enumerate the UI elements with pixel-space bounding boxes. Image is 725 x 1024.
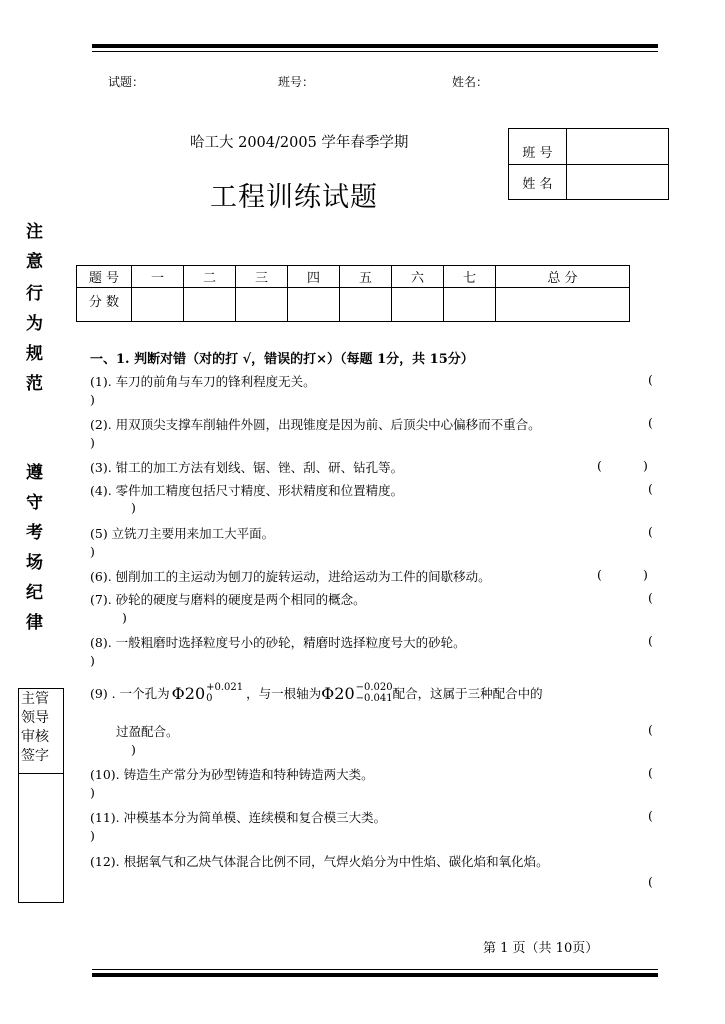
score-header-cell: 七 <box>444 266 496 288</box>
question-10: (10). 铸造生产常分为砂型铸造和特种铸造两大类。 <box>90 767 374 782</box>
name-label: 姓名： <box>452 75 489 89</box>
answer-open-paren[interactable]: ( <box>648 765 653 780</box>
answer-open-paren[interactable]: ( <box>648 372 653 387</box>
page-title: 工程训练试题 <box>210 182 378 213</box>
side-char: 规 <box>26 344 43 364</box>
score-cell[interactable] <box>392 288 444 322</box>
answer-close-paren: ) <box>643 458 648 473</box>
answer-open-paren[interactable]: ( <box>648 590 653 605</box>
answer-open-paren[interactable]: ( <box>648 874 653 889</box>
side-char: 为 <box>26 314 43 334</box>
answer-close-paren: ) <box>131 742 136 757</box>
question-9-suffix: 配合，这属于三种配合中的 <box>392 686 543 701</box>
answer-close-paren: ) <box>131 500 136 515</box>
side-char: 守 <box>26 493 43 513</box>
answer-open-paren[interactable]: ( <box>648 524 653 539</box>
question-11: (11). 冲模基本分为简单模、连续模和复合模三大类。 <box>90 810 387 825</box>
answer-open-paren[interactable]: ( <box>648 415 653 430</box>
question-7: (7). 砂轮的硬度与磨料的硬度是两个相同的概念。 <box>90 592 366 607</box>
hole-upper-deviation: +0.021 <box>206 682 244 693</box>
approval-text <box>19 689 63 766</box>
question-9 <box>90 682 543 704</box>
answer-open-paren[interactable]: ( <box>597 458 602 473</box>
question-6: (6). 刨削加工的主运动为刨刀的旋转运动，进给运动为工件的间歇移动。 <box>90 569 491 584</box>
approval-line: 领导 <box>21 710 49 726</box>
score-cell[interactable] <box>288 288 340 322</box>
answer-close-paren: ) <box>122 610 127 625</box>
answer-close-paren: ) <box>90 392 95 407</box>
shaft-base: Φ20 <box>321 683 355 703</box>
side-char: 意 <box>26 252 43 272</box>
score-header-cell: 一 <box>132 266 184 288</box>
side-char: 行 <box>26 284 43 304</box>
score-cell[interactable] <box>236 288 288 322</box>
question-3: (3). 钳工的加工方法有划线、锯、锉、刮、研、钻孔等。 <box>90 460 404 475</box>
bottom-rule-thin <box>92 969 658 970</box>
score-cell[interactable] <box>184 288 236 322</box>
score-cell[interactable] <box>132 288 184 322</box>
score-header-cell: 二 <box>184 266 236 288</box>
question-1: (1). 车刀的前角与车刀的锋利程度无关。 <box>90 374 316 389</box>
side-char: 遵 <box>26 463 43 483</box>
score-row-label: 分 数 <box>77 288 132 322</box>
approval-divider <box>19 773 63 774</box>
question-8: (8). 一般粗磨时选择粒度号小的砂轮，精磨时选择粒度号大的砂轮。 <box>90 635 466 650</box>
page-number: 第 1 页（共 10页） <box>483 941 599 956</box>
answer-open-paren[interactable]: ( <box>648 808 653 823</box>
side-char: 注 <box>26 222 43 242</box>
score-header-cell: 四 <box>288 266 340 288</box>
top-rule-thin <box>92 51 658 52</box>
score-total-cell[interactable] <box>496 288 630 322</box>
question-5: (5) 立铣刀主要用来加工大平面。 <box>90 526 275 541</box>
answer-close-paren: ) <box>643 567 648 582</box>
answer-close-paren: ) <box>90 785 95 800</box>
question-9-middle: ，与一根轴为 <box>246 686 322 701</box>
side-char: 纪 <box>26 583 43 603</box>
score-cell[interactable] <box>340 288 392 322</box>
side-char: 律 <box>26 613 43 633</box>
university-term: 哈工大 2004/2005 学年春季学期 <box>190 135 409 151</box>
side-char: 范 <box>26 374 43 394</box>
answer-close-paren: ) <box>90 653 95 668</box>
hole-lower-deviation: 0 <box>206 693 213 704</box>
answer-open-paren[interactable]: ( <box>597 567 602 582</box>
shaft-upper-deviation: −0.020 <box>355 682 393 693</box>
question-4: (4). 零件加工精度包括尺寸精度、形状精度和位置精度。 <box>90 483 404 498</box>
approval-box <box>18 688 64 903</box>
shaft-lower-deviation: −0.041 <box>355 693 393 704</box>
id-box-name-field[interactable] <box>567 165 669 200</box>
question-9-prefix: (9) . 一个孔为 <box>90 686 170 701</box>
score-header-cell: 六 <box>392 266 444 288</box>
question-12: (12). 根据氧气和乙炔气体混合比例不同，气焊火焰分为中性焰、碳化焰和氧化焰。 <box>90 854 549 869</box>
hole-base: Φ20 <box>171 683 206 703</box>
answer-close-paren: ) <box>90 828 95 843</box>
side-char: 考 <box>26 523 43 543</box>
question-9-line2: 过盈配合。 <box>116 724 179 739</box>
answer-open-paren[interactable]: ( <box>648 722 653 737</box>
top-rule-thick <box>92 44 658 48</box>
side-char: 场 <box>26 553 43 573</box>
answer-close-paren: ) <box>90 544 95 559</box>
score-header-label: 题 号 <box>77 266 132 288</box>
score-header-total: 总 分 <box>496 266 630 288</box>
approval-line: 签字 <box>21 748 49 764</box>
id-box-class-label: 班 号 <box>509 129 567 165</box>
score-header-cell: 三 <box>236 266 288 288</box>
class-label: 班号： <box>278 75 315 89</box>
section-heading: 一、1. 判断对错（对的打 √，错误的打×）（每题 1分，共 15分） <box>90 352 474 367</box>
answer-close-paren: ) <box>90 435 95 450</box>
score-table <box>76 265 630 322</box>
question-2: (2). 用双顶尖支撑车削轴件外圆，出现锥度是因为前、后顶尖中心偏移而不重合。 <box>90 417 541 432</box>
id-box-name-label: 姓 名 <box>509 165 567 200</box>
score-cell[interactable] <box>444 288 496 322</box>
exam-label: 试题： <box>108 75 145 89</box>
answer-open-paren[interactable]: ( <box>648 481 653 496</box>
approval-line: 审核 <box>21 729 49 745</box>
answer-open-paren[interactable]: ( <box>648 633 653 648</box>
id-box <box>508 128 669 200</box>
approval-line: 主管 <box>21 691 49 707</box>
id-box-class-field[interactable] <box>567 129 669 165</box>
score-header-cell: 五 <box>340 266 392 288</box>
bottom-rule-thick <box>92 973 658 977</box>
